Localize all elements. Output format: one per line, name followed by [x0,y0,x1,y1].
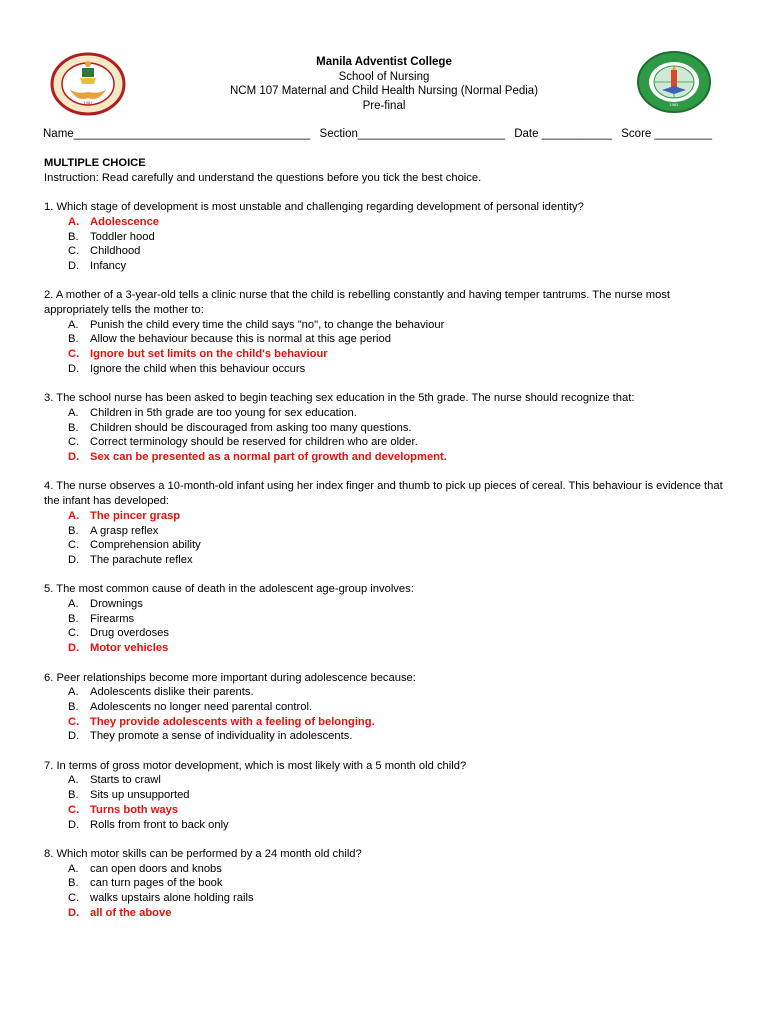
option-text: They provide adolescents with a feeling of belonging. [90,715,375,728]
answer-option-correct[interactable] [44,347,734,362]
answer-option[interactable] [44,891,734,906]
option-text: The parachute reflex [90,553,193,566]
option-text: Correct terminology should be reserved for children who are older. [90,436,418,449]
option-text: Toddler hood [90,230,155,243]
instruction-text: Instruction: Read carefully and understand the questions before you tick the best choice. [44,171,482,184]
date-field[interactable]: Date ___________ [514,128,613,140]
option-text: all of the above [90,906,172,919]
option-list [44,862,734,921]
option-letter: C. [68,892,80,905]
school-name: School of Nursing [338,70,430,83]
option-text: Children in 5th grade are too young for sex education. [90,406,357,419]
option-text: Childhood [90,245,141,258]
student-info-line [43,128,743,140]
option-text: Turns both ways [90,803,179,816]
left-seal-year: 1981 [83,100,93,105]
answer-option[interactable] [44,685,734,700]
option-text: Comprehension ability [90,539,201,552]
option-text: Children should be discouraged from asking too many questions. [90,421,412,434]
answer-option[interactable] [44,259,734,274]
option-letter: C. [68,539,80,552]
score-field[interactable]: Score _________ [621,128,713,140]
answer-option[interactable] [44,700,734,715]
option-letter: B. [68,700,79,713]
question-6 [44,671,734,745]
option-list [44,685,734,744]
option-text: Allow the behaviour because this is normal at this age period [90,333,391,346]
option-text: Infancy [90,259,127,272]
option-letter: D. [68,730,80,743]
option-letter: A. [68,862,79,875]
option-letter: D. [68,642,80,655]
option-list [44,406,734,465]
exam-header [0,55,768,113]
question-text: 7. In terms of gross motor development, which is most likely with a 5 month old child? [44,759,467,772]
option-text: walks upstairs alone holding rails [90,892,254,905]
answer-option-correct[interactable] [44,641,734,656]
option-text: can open doors and knobs [90,862,222,875]
question-4 [44,479,734,567]
answer-option[interactable] [44,332,734,347]
question-text: 8. Which motor skills can be performed by a 24 month old child? [44,847,362,860]
option-letter: B. [68,230,79,243]
option-text: A grasp reflex [90,524,159,537]
answer-option-correct[interactable] [44,215,734,230]
question-3 [44,391,734,465]
option-letter: D. [68,362,80,375]
answer-option[interactable] [44,612,734,627]
exam-content [44,156,734,920]
option-letter: C. [68,436,80,449]
option-letter: D. [68,451,80,464]
answer-option[interactable] [44,876,734,891]
question-7 [44,759,734,833]
option-text: Ignore the child when this behaviour occurs [90,362,306,375]
option-letter: A. [68,406,79,419]
answer-option[interactable] [44,524,734,539]
answer-option[interactable] [44,729,734,744]
option-letter: B. [68,612,79,625]
question-text: 5. The most common cause of death in the adolescent age-group involves: [44,583,414,596]
option-text: Drug overdoses [90,627,169,640]
option-text: Starts to crawl [90,774,161,787]
section-title: MULTIPLE CHOICE [44,157,146,169]
college-name: Manila Adventist College [316,56,452,68]
option-text: Sits up unsupported [90,789,190,802]
option-list [44,318,734,377]
question-text: 6. Peer relationships become more important during adolescence because: [44,671,416,684]
option-list [44,215,734,274]
option-letter: A. [68,686,79,699]
name-field[interactable]: Name_____________________________________ [43,128,311,140]
option-text: They promote a sense of individuality in adolescents. [90,730,353,743]
option-list [44,773,734,832]
answer-option-correct[interactable] [44,715,734,730]
option-letter: D. [68,553,80,566]
right-seal-year: 1981 [669,102,679,107]
option-text: The pincer grasp [90,509,181,522]
answer-option[interactable] [44,362,734,377]
answer-option[interactable] [44,818,734,833]
option-letter: C. [68,627,80,640]
option-letter: D. [68,259,80,272]
question-1 [44,200,734,274]
option-letter: B. [68,877,79,890]
option-letter: D. [68,906,80,919]
answer-option[interactable] [44,406,734,421]
answer-option[interactable] [44,435,734,450]
course-title: NCM 107 Maternal and Child Health Nursing (Normal Pedia) [229,85,539,97]
section-field[interactable]: Section_______________________ [319,128,505,140]
option-list [44,509,734,568]
option-letter: B. [68,524,79,537]
option-text: Sex can be presented as a normal part of growth and development. [90,451,447,464]
answer-option[interactable] [44,244,734,259]
answer-option[interactable] [44,862,734,877]
option-text: Punish the child every time the child says "no", to change the behaviour [90,318,445,331]
question-list [44,200,734,920]
option-text: Rolls from front to back only [90,818,229,831]
option-text: Ignore but set limits on the child's behaviour [90,348,328,361]
answer-option-correct[interactable] [44,906,734,921]
answer-option[interactable] [44,788,734,803]
answer-option[interactable] [44,597,734,612]
question-text: 1. Which stage of development is most unstable and challenging regarding development of personal identity? [44,201,584,214]
answer-option-correct[interactable] [44,509,734,524]
option-text: Drownings [90,598,143,611]
question-5 [44,582,734,656]
answer-option[interactable] [44,318,734,333]
option-text: can turn pages of the book [90,877,223,890]
exam-title: Pre-final [362,99,406,112]
option-letter: C. [68,803,80,816]
answer-option[interactable] [44,773,734,788]
option-text: Motor vehicles [90,642,169,655]
option-letter: C. [68,245,80,258]
answer-option-correct[interactable] [44,450,734,465]
option-letter: C. [68,715,80,728]
answer-option[interactable] [44,538,734,553]
answer-option-correct[interactable] [44,803,734,818]
answer-option[interactable] [44,553,734,568]
option-letter: B. [68,421,79,434]
option-letter: B. [68,333,79,346]
option-text: Adolescents no longer need parental control. [90,700,313,713]
answer-option[interactable] [44,230,734,245]
question-text: 3. The school nurse has been asked to begin teaching sex education in the 5th grade. The nurse should recognize that: [44,392,635,405]
option-letter: A. [68,774,79,787]
question-8 [44,847,734,921]
question-text: 2. A mother of a 3-year-old tells a clinic nurse that the child is rebelling constantly and having temper tantrums. The nurse most appropriately tells the mother to: [44,289,670,316]
option-text: Firearms [90,612,135,625]
option-text: Adolescence [90,215,160,228]
option-letter: D. [68,818,80,831]
answer-option[interactable] [44,626,734,641]
question-text: 4. The nurse observes a 10-month-old infant using her index finger and thumb to pick up pieces of cereal. This behaviour is evidence that the infant has developed: [44,480,723,508]
option-letter: A. [68,215,80,228]
option-text: Adolescents dislike their parents. [90,686,254,699]
question-2 [44,288,734,376]
option-letter: B. [68,789,79,802]
answer-option[interactable] [44,421,734,436]
option-list [44,597,734,656]
option-letter: A. [68,598,79,611]
option-letter: A. [68,318,79,331]
option-letter: A. [68,509,80,522]
option-letter: C. [68,348,80,361]
